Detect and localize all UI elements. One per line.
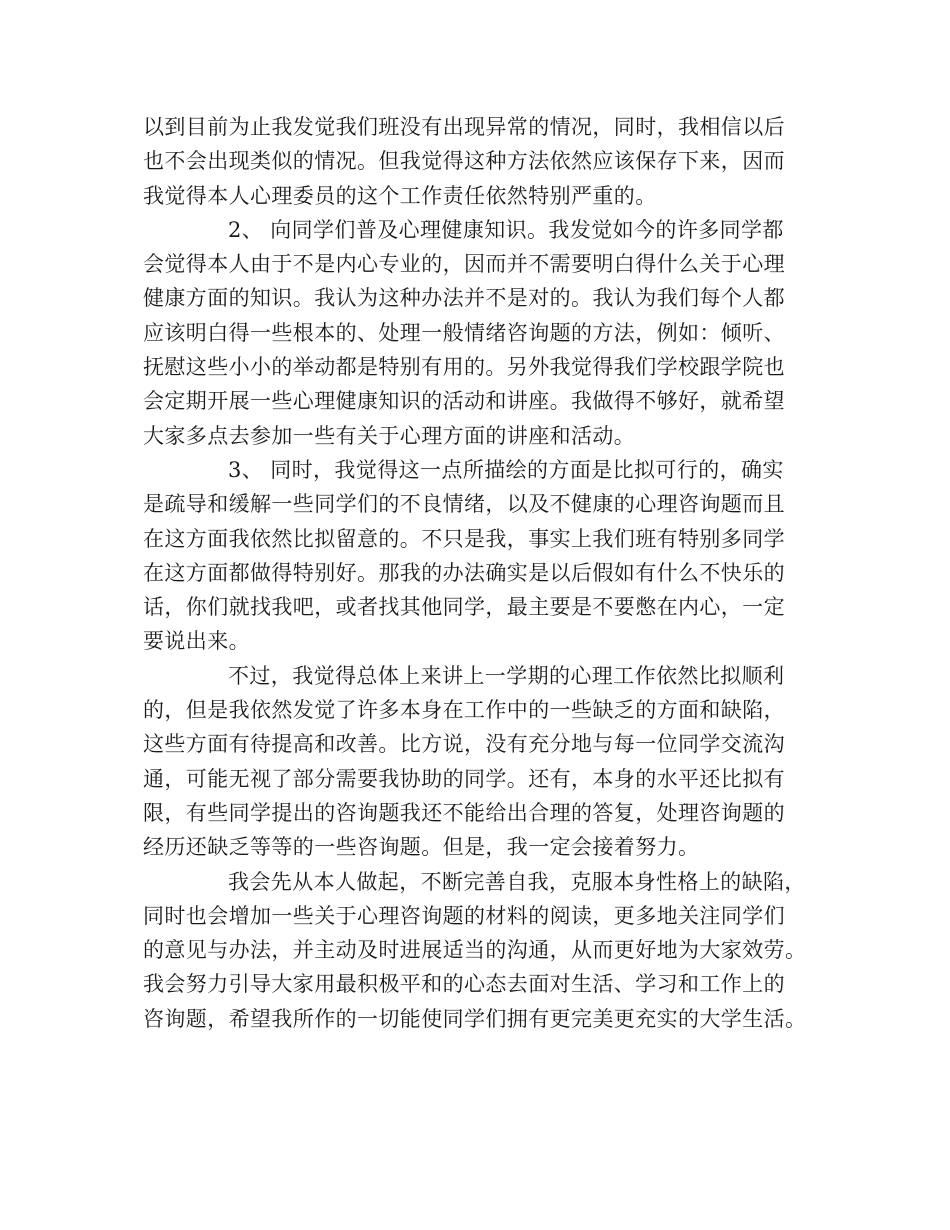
list-item-2-first-line: 2、 向同学们普及心理健康知识。我发觉如今的许多同学都	[228, 217, 784, 242]
text-line: 应该明白得一些根本的、处理一般情绪咨询题的方法，例如：倾听、	[143, 320, 785, 345]
text-line: 这些方面有待提高和改善。比方说，没有充分地与每一位同学交流沟	[143, 732, 785, 757]
text-line: 大家多点去参加一些有关于心理方面的讲座和活动。	[143, 423, 636, 448]
text-line: 会定期开展一些心理健康知识的活动和讲座。我做得不够好，就希望	[143, 389, 785, 414]
text-line: 会觉得本人由于不是内心专业的，因而并不需要明白得什么关于心理	[143, 252, 785, 277]
text-line: 的意见与办法，并主动及时进展适当的沟通，从而更好地为大家效劳。	[143, 938, 807, 963]
text-line: 也不会出现类似的情况。但我觉得这种方法依然应该保存下来，因而	[143, 149, 785, 174]
text-line: 要说出来。	[143, 629, 250, 654]
paragraph-first-line: 不过，我觉得总体上来讲上一学期的心理工作依然比拟顺利	[228, 663, 785, 688]
text-line: 通，可能无视了部分需要我协助的同学。还有，本身的水平还比拟有	[143, 766, 785, 791]
text-line: 我觉得本人心理委员的这个工作责任依然特别严重的。	[143, 183, 657, 208]
paragraph-first-line: 我会先从本人做起，不断完善自我，克服本身性格上的缺陷，	[228, 869, 806, 894]
text-line: 在这方面我依然比拟留意的。不只是我，事实上我们班有特别多同学	[143, 526, 785, 551]
text-line: 限，有些同学提出的咨询题我还不能给出合理的答复，处理咨询题的	[143, 800, 785, 825]
text-line: 话，你们就找我吧，或者找其他同学，最主要是不要憋在内心，一定	[143, 595, 785, 620]
text-line: 我会努力引导大家用最积极平和的心态去面对生活、学习和工作上的	[143, 972, 785, 997]
text-line: 的，但是我依然发觉了许多本身在工作中的一些缺乏的方面和缺陷，	[143, 698, 785, 723]
text-line: 同时也会增加一些关于心理咨询题的材料的阅读，更多地关注同学们	[143, 903, 785, 928]
text-line: 经历还缺乏等等的一些咨询题。但是，我一定会接着努力。	[143, 835, 700, 860]
text-line: 在这方面都做得特别好。那我的办法确实是以后假如有什么不快乐的	[143, 560, 785, 585]
text-line: 抚慰这些小小的举动都是特别有用的。另外我觉得我们学校跟学院也	[143, 355, 785, 380]
list-item-3-first-line: 3、 同时，我觉得这一点所描绘的方面是比拟可行的，确实	[228, 457, 784, 482]
text-line: 健康方面的知识。我认为这种办法并不是对的。我认为我们每个人都	[143, 286, 785, 311]
text-line: 咨询题，希望我所作的一切能使同学们拥有更完美更充实的大学生活。	[143, 1006, 807, 1031]
text-line: 以到目前为止我发觉我们班没有出现异常的情况，同时，我相信以后	[143, 115, 785, 139]
document-body	[143, 110, 823, 1036]
text-line: 是疏导和缓解一些同学们的不良情绪，以及不健康的心理咨询题而且	[143, 492, 785, 517]
